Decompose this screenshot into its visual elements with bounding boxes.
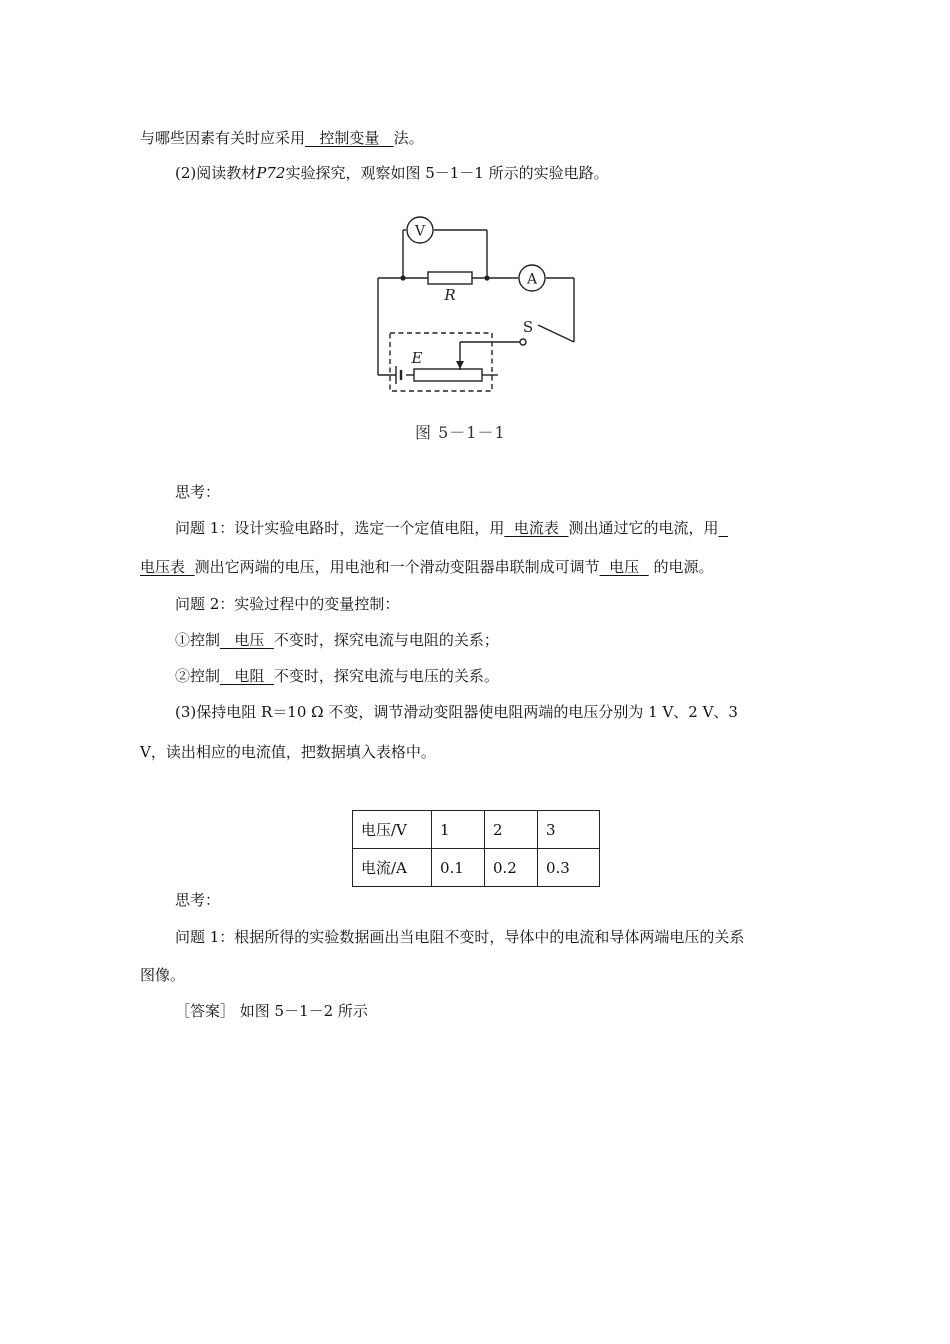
text-l2-pre: (2)阅读教材 (175, 164, 257, 182)
text-l2-post: 实验探究，观察如图 5－1－1 所示的实验电路。 (285, 164, 609, 182)
question-1-line-1 (175, 518, 728, 538)
c2-pre: ②控制 (175, 667, 221, 685)
answer-text: 电流表 (513, 519, 559, 537)
text-l1-pre: 与哪些因素有关时应采用 (140, 129, 306, 147)
answer-blank (220, 631, 274, 649)
answer-blank (140, 558, 195, 576)
q1b-post: 的电源。 (653, 558, 714, 576)
question-1-line-2 (140, 557, 713, 577)
switch-label: S (522, 318, 534, 336)
control-item-2 (175, 666, 499, 686)
data-table (352, 810, 600, 887)
question-3-line-2: 图像。 (140, 966, 186, 984)
page-ref: P72 (256, 164, 286, 182)
q1-pre: 问题 1：设计实验电路时，选定一个定值电阻，用 (175, 519, 505, 537)
ammeter-label: A (526, 271, 538, 288)
table-cell: 电流/A (353, 849, 432, 887)
table-cell: 0.3 (538, 849, 600, 887)
text-line-1 (140, 128, 424, 148)
table-row (353, 849, 600, 887)
resistor-label: R (444, 286, 456, 304)
answer-blank (600, 558, 649, 576)
answer-text: 控制变量 (319, 129, 380, 147)
table-cell: 2 (485, 811, 538, 849)
think-label-1: 思考： (175, 483, 221, 501)
q1b-mid: 测出它两端的电压，用电池和一个滑动变阻器串联制成可调节 (194, 558, 600, 576)
answer-line: ［答案］ 如图 5－1－2 所示 (175, 1002, 368, 1020)
answer-blank (504, 519, 568, 537)
q1-mid: 测出通过它的电流，用 (568, 519, 719, 537)
c2-post: 不变时，探究电流与电压的关系。 (273, 667, 499, 685)
table-cell: 1 (432, 811, 485, 849)
text-line-2 (175, 163, 609, 183)
table-cell: 0.1 (432, 849, 485, 887)
figure-caption: 图 5－1－1 (415, 423, 506, 442)
table-cell: 电压/V (353, 811, 432, 849)
think-label-2: 思考： (175, 891, 221, 909)
table-cell: 3 (538, 811, 600, 849)
answer-text: 电压 (234, 631, 265, 649)
voltmeter-label: V (414, 223, 426, 240)
control-item-1 (175, 630, 499, 650)
answer-text: 电压 (609, 558, 640, 576)
table-row (353, 811, 600, 849)
question-3-line-1: 问题 1：根据所得的实验数据画出当电阻不变时，导体中的电流和导体两端电压的关系 (175, 928, 745, 946)
c1-post: 不变时，探究电流与电阻的关系； (273, 631, 499, 649)
answer-text: 电压表 (140, 558, 186, 576)
answer-text: 电阻 (234, 667, 265, 685)
battery-label: E (411, 349, 423, 367)
paragraph-3-line-2: V，读出相应的电流值，把数据填入表格中。 (140, 743, 436, 761)
table-cell: 0.2 (485, 849, 538, 887)
circuit-diagram (370, 208, 590, 408)
paragraph-3-line-1: (3)保持电阻 R＝10 Ω 不变，调节滑动变阻器使电阻两端的电压分别为 1 V、2 V、3 (175, 703, 738, 721)
answer-blank-start (718, 519, 728, 537)
answer-blank (305, 129, 394, 147)
question-2: 问题 2：实验过程中的变量控制： (175, 595, 400, 613)
answer-blank (220, 667, 274, 685)
c1-pre: ①控制 (175, 631, 221, 649)
text-l1-post: 法。 (393, 129, 424, 147)
